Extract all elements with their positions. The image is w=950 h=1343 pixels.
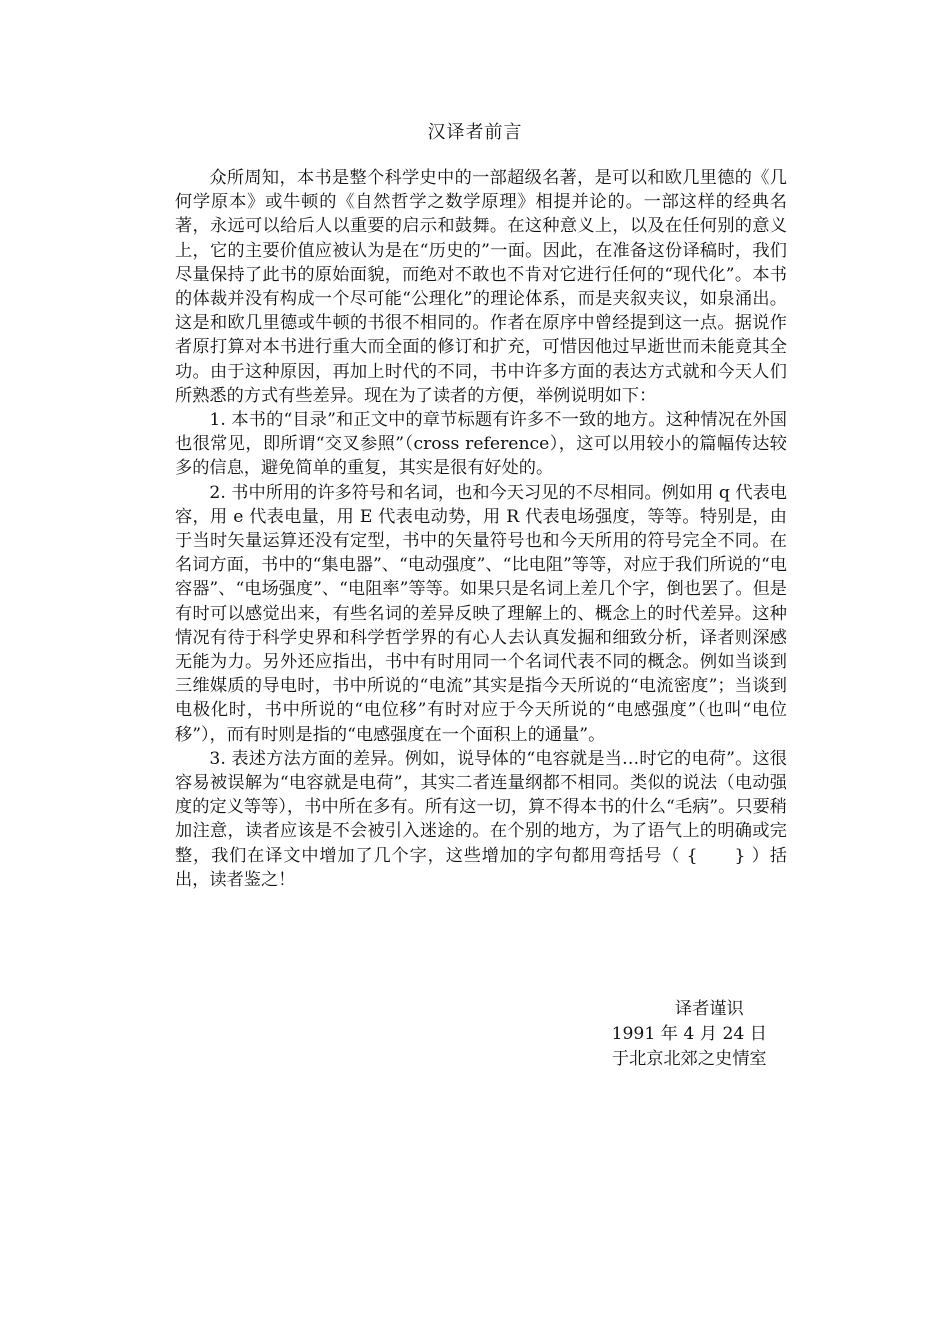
paragraph-point-1: 1. 本书的“目录”和正文中的章节标题有许多不一致的地方。这种情况在外国也很常见，即所谓“交叉参照”（cross reference），这可以用较小的篇幅传达较多的信息，避免简单的重复，其实是很有好处的。 (175, 410, 787, 479)
paragraph-point-3: 3. 表述方法方面的差异。例如，说导体的“电容就是当…时它的电荷”。这很容易被误解为“电容就是电荷”，其实二者连量纲都不相同。类似的说法（电动强度的定义等等），书中所在多有。所有这一切，算不得本书的什么“毛病”。只要稍加注意，读者应该是不会被引入迷途的。在个别的地方，为了语气上的明确或完整，我们在译文中增加了几个字，这些增加的字句都用弯括号（ { } ）括出，读者鉴之！ (175, 748, 787, 890)
preface-body (175, 166, 787, 892)
signoff-author: 译者谨识 (674, 999, 744, 1019)
signoff-date: 1991 年 4 月 24 日 (611, 1024, 767, 1044)
paragraph-point-2: 2. 书中所用的许多符号和名词，也和今天习见的不尽相同。例如用 q 代表电容，用 e 代表电量，用 E 代表电动势，用 R 代表电场强度，等等。特别是，由于当时矢量运算还没有定型，书中的矢量符号也和今天所用的符号完全不同。在名词方面，书中的“集电器”、“电动强度”、“比电阻”等等，对应于我们所说的“电容器”、“电场强度”、“电阻率”等等。如果只是名词上差几个字，倒也罢了。但是有时可以感觉出来，有些名词的差异反映了理解上的、概念上的时代差异。这种情况有待于科学史界和科学哲学界的有心人去认真发掘和细致分析，译者则深感无能为力。另外还应指出，书中有时用同一个名词代表不同的概念。例如当谈到三维媒质的导电时，书中所说的“电流”其实是指今天所说的“电流密度”；当谈到电极化时，书中所说的“电位移”有时对应于今天所说的“电感强度”（也叫“电位移”），而有时则是指的“电感强度在一个面积上的通量”。 (175, 482, 787, 745)
signoff-block (612, 997, 767, 1072)
page-title: 汉译者前言 (427, 122, 523, 143)
paragraph-intro: 众所周知，本书是整个科学史中的一部超级名著，是可以和欧几里德的《几何学原本》或牛顿的《自然哲学之数学原理》相提并论的。一部这样的经典名著，永远可以给后人以重要的启示和鼓舞。在这种意义上，以及在任何别的意义上，它的主要价值应被认为是在“历史的”一面。因此，在准备这份译稿时，我们尽量保持了此书的原始面貌，而绝对不敢也不肯对它进行任何的“现代化”。本书的体裁并没有构成一个尽可能“公理化”的理论体系，而是夹叙夹议，如泉涌出。这是和欧几里德或牛顿的书很不相同的。作者在原序中曾经提到这一点。据说作者原打算对本书进行重大而全面的修订和扩充，可惜因他过早逝世而未能竟其全功。由于这种原因，再加上时代的不同，书中许多方面的表达方式就和今天人们所熟悉的方式有些差异。现在为了读者的方便，举例说明如下： (175, 168, 787, 406)
signoff-place: 于北京北郊之史情室 (611, 1049, 767, 1069)
